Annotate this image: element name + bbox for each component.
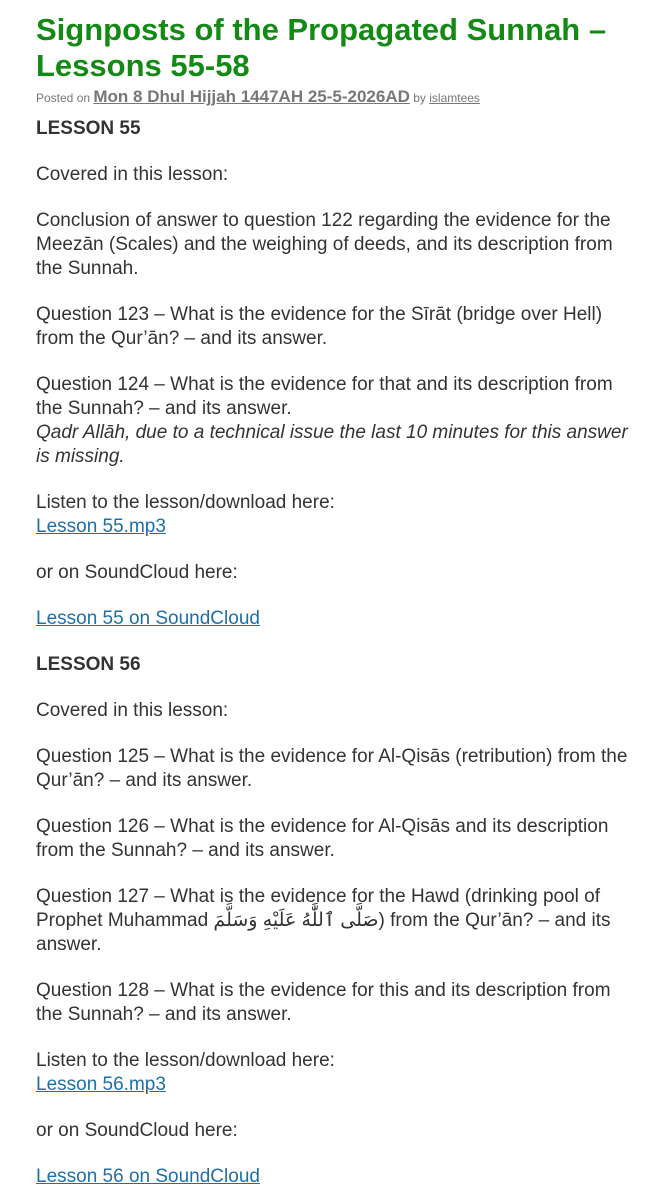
lesson-item: Conclusion of answer to question 122 regarding the evidence for the Meezān (Scales) and the weighing of deeds, and its description from the Sunnah. xyxy=(36,210,613,279)
post-date-link[interactable]: Mon 8 Dhul Hijjah 1447AH 25-5-2026AD xyxy=(93,87,410,106)
soundcloud-link[interactable]: Lesson 56 on SoundCloud xyxy=(36,1166,260,1187)
lesson-block-56 xyxy=(36,653,633,1189)
lesson-block-55 xyxy=(36,117,633,631)
post-title: Signposts of the Propagated Sunnah – Lessons 55-58 xyxy=(36,12,607,83)
author-link[interactable]: islamtees xyxy=(429,91,480,105)
soundcloud-label: or on SoundCloud here: xyxy=(36,1120,238,1141)
lesson-item: Question 127 – What is the evidence for the Hawd (drinking pool of Prophet Muhammad صَلَّى ٱللَّٰهُ عَلَيْهِ وَسَلَّمَ) from the Qur’ān? – and its answer. xyxy=(36,886,611,955)
soundcloud-label: or on SoundCloud here: xyxy=(36,562,238,583)
lesson-item: Question 125 – What is the evidence for Al-Qisās (retribution) from the Qur’ān? – and its answer. xyxy=(36,746,628,791)
mp3-download-link[interactable]: Lesson 56.mp3 xyxy=(36,1074,166,1095)
post-meta xyxy=(36,88,633,107)
covered-label: Covered in this lesson: xyxy=(36,700,229,721)
lesson-item: Question 124 – What is the evidence for that and its description from the Sunnah? – and its answer. xyxy=(36,374,613,419)
lesson-item: Question 126 – What is the evidence for Al-Qisās and its description from the Sunnah? – and its answer. xyxy=(36,816,609,861)
posted-on-label: Posted on xyxy=(36,91,91,105)
lesson-item: Question 128 – What is the evidence for this and its description from the Sunnah? – and its answer. xyxy=(36,980,611,1025)
soundcloud-link[interactable]: Lesson 55 on SoundCloud xyxy=(36,608,260,629)
lesson-item: Question 123 – What is the evidence for the Sīrāt (bridge over Hell) from the Qur’ān? – and its answer. xyxy=(36,304,603,349)
by-label: by xyxy=(413,91,426,105)
listen-label: Listen to the lesson/download here: xyxy=(36,492,335,513)
lesson-note: Qadr Allāh, due to a technical issue the last 10 minutes for this answer is missing. xyxy=(36,422,628,467)
listen-label: Listen to the lesson/download here: xyxy=(36,1050,335,1071)
lesson-heading: LESSON 55 xyxy=(36,118,141,139)
covered-label: Covered in this lesson: xyxy=(36,164,229,185)
lesson-heading: LESSON 56 xyxy=(36,654,141,675)
mp3-download-link[interactable]: Lesson 55.mp3 xyxy=(36,516,166,537)
